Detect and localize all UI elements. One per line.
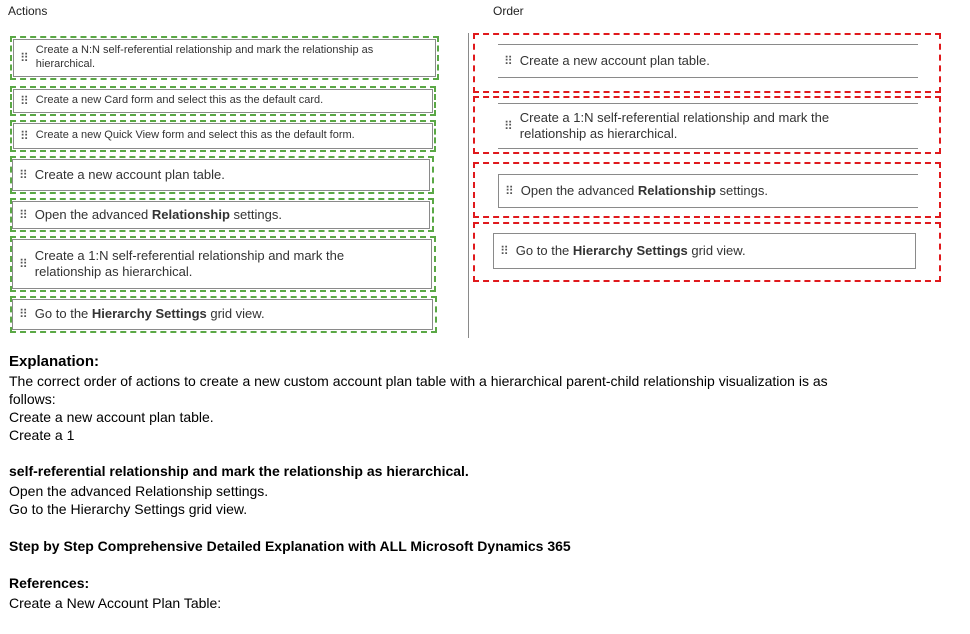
- order-header: Order: [493, 4, 524, 18]
- action-item-6[interactable]: [12, 239, 432, 289]
- explanation-step-4: Go to the Hierarchy Settings grid view.: [9, 501, 248, 517]
- explanation-heading: Explanation:: [9, 353, 100, 370]
- drag-handle-icon[interactable]: ⠿: [19, 307, 27, 321]
- drag-handle-icon[interactable]: ⠿: [20, 93, 28, 108]
- action-item-7[interactable]: [12, 299, 433, 330]
- drag-handle-icon[interactable]: ⠿: [19, 167, 27, 182]
- action-item-4[interactable]: [12, 159, 430, 191]
- order-item-2-text: Create a 1:N self-referential relationship and mark the relationship as hierarchical.: [519, 109, 830, 141]
- drag-handle-icon[interactable]: ⠿: [504, 118, 512, 133]
- references-heading: References:: [9, 575, 90, 591]
- action-item-1-text: Create a N:N self-referential relationship and mark the relationship as hierarchical.: [35, 44, 374, 70]
- order-item-1-text: Create a new account plan table.: [519, 52, 710, 68]
- drag-handle-icon[interactable]: ⠿: [505, 183, 513, 198]
- action-item-2[interactable]: [13, 89, 433, 113]
- explanation-step-2b: self-referential relationship and mark the relationship as hierarchical.: [9, 463, 469, 479]
- drag-handle-icon[interactable]: ⠿: [20, 50, 28, 65]
- action-item-1[interactable]: [13, 39, 436, 77]
- column-divider: [468, 33, 469, 338]
- action-item-5-text: Open the advanced Relationship settings.: [34, 206, 282, 222]
- explanation-step-3: Open the advanced Relationship settings.: [9, 483, 269, 499]
- actions-header: Actions: [8, 4, 48, 18]
- explanation-intro-line-2: follows:: [9, 391, 56, 407]
- detail-heading: Step by Step Comprehensive Detailed Explanation with ALL Microsoft Dynamics 365: [9, 538, 571, 554]
- drag-handle-icon[interactable]: ⠿: [20, 128, 28, 143]
- action-item-5[interactable]: [12, 201, 430, 229]
- order-item-4-text: Go to the Hierarchy Settings grid view.: [515, 242, 746, 258]
- reference-1: Create a New Account Plan Table:: [9, 595, 222, 611]
- drag-handle-icon[interactable]: ⠿: [19, 256, 27, 271]
- order-item-1[interactable]: [498, 44, 918, 78]
- drag-handle-icon[interactable]: ⠿: [19, 207, 27, 222]
- action-item-7-text: Go to the Hierarchy Settings grid view.: [34, 306, 265, 322]
- order-item-3-text: Open the advanced Relationship settings.: [520, 182, 768, 198]
- action-item-2-text: Create a new Card form and select this as the default card.: [35, 94, 324, 107]
- action-item-4-text: Create a new account plan table.: [34, 166, 225, 182]
- order-item-4[interactable]: [493, 233, 916, 269]
- drag-handle-icon[interactable]: ⠿: [500, 243, 508, 258]
- action-item-3[interactable]: [13, 123, 433, 149]
- action-item-6-text: Create a 1:N self-referential relationship and mark the relationship as hierarchical.: [34, 247, 345, 279]
- order-item-2[interactable]: [498, 103, 918, 149]
- explanation-intro-line-1: The correct order of actions to create a new custom account plan table with a hierarchical parent-child relationship visualization is as: [9, 373, 828, 389]
- drag-handle-icon[interactable]: ⠿: [504, 53, 512, 68]
- action-item-3-text: Create a new Quick View form and select this as the default form.: [35, 129, 355, 142]
- explanation-step-2a: Create a 1: [9, 427, 75, 443]
- explanation-step-1: Create a new account plan table.: [9, 409, 214, 425]
- order-item-3[interactable]: [498, 174, 918, 208]
